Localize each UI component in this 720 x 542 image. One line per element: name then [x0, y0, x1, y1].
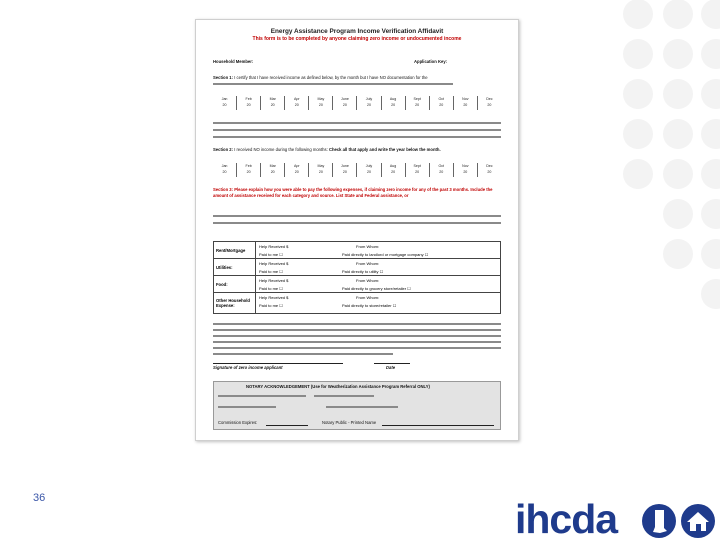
expense-row — [214, 259, 500, 276]
section2-label: Section 2: — [213, 147, 234, 152]
month-label: Oct — [438, 164, 445, 168]
paragraph-line — [213, 136, 501, 138]
paid-to-me-checkbox: Paid to me ☐ — [259, 302, 283, 308]
month-label: Oct — [438, 97, 445, 101]
application-key-label: Application Key: — [414, 59, 448, 64]
help-received-field: Help Received $ — [259, 244, 289, 249]
paragraph-line — [213, 122, 501, 124]
month-label: Apr — [293, 97, 300, 101]
month-label: June — [341, 97, 349, 101]
paid-directly-checkbox: Paid directly to landlord or mortgage company ☐ — [342, 251, 429, 257]
month-cell — [333, 163, 357, 177]
month-cell — [213, 163, 237, 177]
month-label: May — [317, 164, 325, 168]
year-prefix: 20 — [294, 170, 299, 174]
month-label: Mar — [269, 97, 276, 101]
month-cell — [478, 96, 501, 110]
month-cell — [213, 96, 237, 110]
year-prefix: 20 — [270, 170, 275, 174]
year-prefix: 20 — [463, 170, 468, 174]
help-received-field: Help Received $ — [259, 295, 289, 300]
notary-title: NOTARY ACKNOWLEDGEMENT (Use for Weatherization Assistance Program Referral ONLY) — [246, 384, 430, 389]
section3-text — [213, 187, 501, 199]
month-cell — [430, 96, 454, 110]
year-prefix: 20 — [415, 103, 420, 107]
year-prefix: 20 — [439, 103, 444, 107]
month-cell — [454, 163, 478, 177]
section2-note: Check all that apply and write the year below the month. — [328, 147, 441, 152]
expense-details — [256, 276, 500, 292]
month-label: July — [365, 97, 373, 101]
expense-row — [214, 276, 500, 293]
date-line — [374, 363, 410, 364]
paid-directly-checkbox: Paid directly to utility ☐ — [342, 268, 384, 274]
year-prefix: 20 — [415, 170, 420, 174]
expense-category: Food: — [214, 276, 256, 292]
paid-to-me-checkbox: Paid to me ☐ — [259, 285, 283, 291]
commission-line — [266, 425, 308, 426]
from-whom-field: From Whom: — [356, 244, 380, 249]
section2-text — [213, 147, 441, 152]
expense-category: Rent/Mortgage — [214, 242, 256, 258]
month-cell — [406, 96, 430, 110]
year-prefix: 20 — [342, 103, 347, 107]
expense-details — [256, 259, 500, 275]
month-cell — [309, 163, 333, 177]
slide-number: 36 — [33, 492, 46, 504]
notary-field-line — [218, 395, 306, 397]
document-title: Energy Assistance Program Income Verification Affidavit — [270, 28, 444, 35]
year-prefix: 20 — [439, 170, 444, 174]
expense-details — [256, 293, 500, 313]
expense-row — [214, 293, 500, 313]
month-label: Dec — [486, 97, 493, 101]
month-cell — [357, 163, 381, 177]
certification-line — [213, 335, 501, 337]
month-label: Dec — [486, 164, 493, 168]
year-prefix: 20 — [463, 103, 468, 107]
year-prefix: 20 — [487, 170, 492, 174]
year-prefix: 20 — [246, 103, 251, 107]
month-label: Feb — [245, 97, 252, 101]
certification-line — [213, 329, 501, 331]
expense-details — [256, 242, 500, 258]
year-prefix: 20 — [391, 103, 396, 107]
paid-directly-checkbox: Paid directly to grocery store/retailer ☐ — [342, 285, 411, 291]
year-prefix: 20 — [246, 170, 251, 174]
section2-month-grid — [213, 163, 501, 177]
signature-line — [213, 363, 343, 364]
from-whom-field: From Whom: — [356, 261, 380, 266]
month-label: Sept — [413, 164, 421, 168]
certification-line — [213, 353, 393, 355]
help-received-field: Help Received $ — [259, 261, 289, 266]
month-cell — [454, 96, 478, 110]
month-cell — [430, 163, 454, 177]
month-cell — [382, 163, 406, 177]
section1-label: Section 1: — [213, 75, 234, 80]
section1-text — [213, 75, 428, 80]
month-label: Nov — [462, 97, 469, 101]
year-prefix: 20 — [487, 103, 492, 107]
month-label: May — [317, 97, 325, 101]
section1-text-line — [213, 83, 453, 85]
month-label: Jan — [221, 97, 228, 101]
paragraph-line — [213, 215, 501, 217]
month-cell — [382, 96, 406, 110]
month-label: Jan — [221, 164, 228, 168]
month-cell — [309, 96, 333, 110]
year-prefix: 20 — [222, 170, 227, 174]
year-prefix: 20 — [318, 103, 323, 107]
affidavit-document — [195, 19, 519, 441]
year-prefix: 20 — [270, 103, 275, 107]
expense-category: Utilities: — [214, 259, 256, 275]
paid-directly-checkbox: Paid directly to store/retailer ☐ — [342, 302, 397, 308]
paid-to-me-checkbox: Paid to me ☐ — [259, 268, 283, 274]
section1-month-grid — [213, 96, 501, 110]
month-cell — [357, 96, 381, 110]
notary-field-line — [218, 406, 276, 408]
year-prefix: 20 — [222, 103, 227, 107]
paragraph-line — [213, 129, 501, 131]
section2-body: I received NO income during the following months: — [234, 147, 328, 152]
month-cell — [285, 96, 309, 110]
from-whom-field: From Whom: — [356, 295, 380, 300]
month-label: Mar — [269, 164, 276, 168]
expense-category: Other Household Expense: — [214, 293, 256, 313]
notary-field-line — [326, 406, 398, 408]
date-label: Date — [386, 365, 396, 370]
section3-label: Section 3: — [213, 187, 234, 192]
month-label: Sept — [413, 97, 421, 101]
section1-body: I certify that I have received income as defined below, by the month but I have NO documentation for the — [234, 75, 428, 80]
expense-table — [213, 241, 501, 314]
month-cell — [237, 163, 261, 177]
background-dot-pattern — [620, 0, 720, 480]
ihcda-logo-icons — [640, 502, 720, 540]
month-cell — [261, 163, 285, 177]
ihcda-logo-text: ihcda — [515, 496, 618, 542]
year-prefix: 20 — [367, 170, 371, 174]
year-prefix: 20 — [294, 103, 299, 107]
certification-line — [213, 323, 501, 325]
notary-acknowledgement-box — [213, 381, 501, 430]
month-cell — [261, 96, 285, 110]
year-prefix: 20 — [367, 103, 371, 107]
month-label: June — [341, 164, 349, 168]
paid-to-me-checkbox: Paid to me ☐ — [259, 251, 283, 257]
month-label: Aug — [389, 97, 397, 101]
year-prefix: 20 — [391, 170, 396, 174]
printed-name-line — [382, 425, 494, 426]
month-cell — [285, 163, 309, 177]
expense-row — [214, 242, 500, 259]
year-prefix: 20 — [342, 170, 347, 174]
month-label: Nov — [462, 164, 469, 168]
paragraph-line — [213, 222, 501, 224]
month-label: Feb — [245, 164, 252, 168]
household-member-label: Household Member: — [213, 59, 254, 64]
signature-label: Signature of zero income applicant — [213, 365, 283, 370]
help-received-field: Help Received $ — [259, 278, 289, 283]
from-whom-field: From Whom: — [356, 278, 380, 283]
certification-line — [213, 347, 501, 349]
document-subtitle: This form is to be completed by anyone claiming zero income or undocumented income — [252, 36, 462, 42]
notary-printed-name-label: Notary Public - Printed Name — [322, 420, 377, 425]
year-prefix: 20 — [318, 170, 323, 174]
month-cell — [478, 163, 501, 177]
section3-body: Please explain how you were able to pay the following expenses, if claiming zero income for any of the past 3 months. Include the amount of assistance received for each category and source. List State and Federal assistance, or — [213, 187, 493, 198]
month-cell — [406, 163, 430, 177]
certification-line — [213, 341, 501, 343]
commission-expires-label: Commission Expires: — [218, 420, 258, 425]
notary-field-line — [314, 395, 374, 397]
month-label: Apr — [293, 164, 300, 168]
month-label: July — [365, 164, 373, 168]
month-label: Aug — [389, 164, 397, 168]
month-cell — [237, 96, 261, 110]
month-cell — [333, 96, 357, 110]
